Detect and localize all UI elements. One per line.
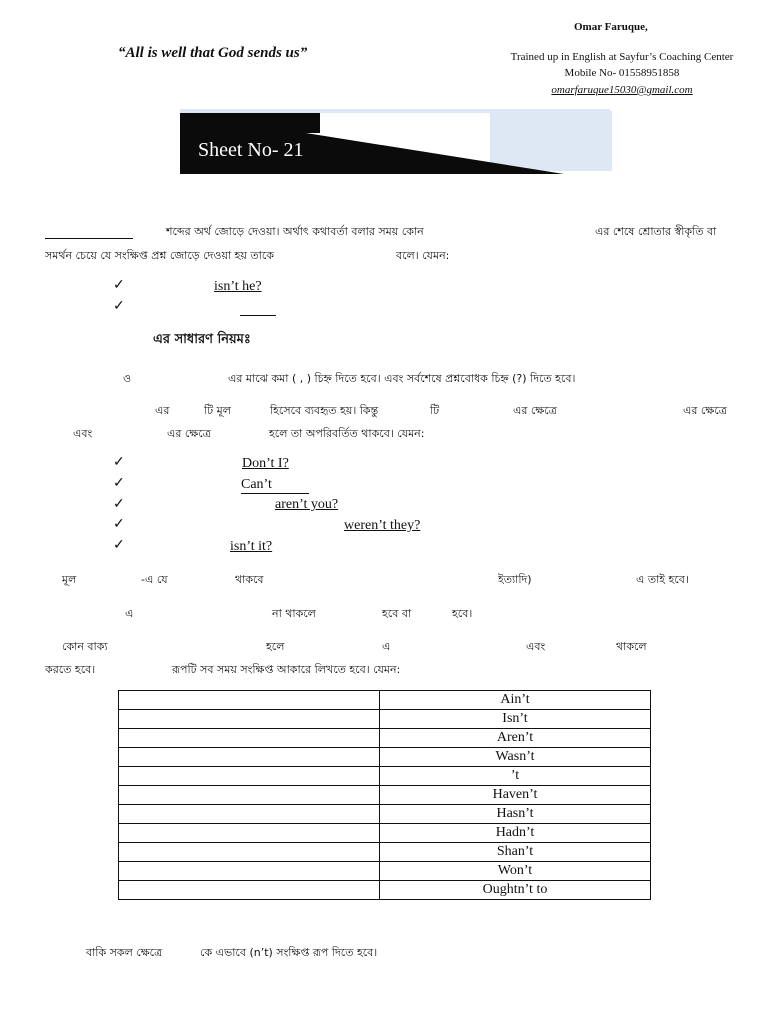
checkmark-icon: ✓ bbox=[113, 455, 125, 470]
table-row bbox=[119, 786, 651, 805]
table-row bbox=[119, 824, 651, 843]
example-tag: weren’t they? bbox=[344, 518, 421, 533]
table-cell: Wasn’t bbox=[380, 748, 651, 767]
table-cell: ’t bbox=[380, 767, 651, 786]
checkmark-icon: ✓ bbox=[113, 538, 125, 553]
intro-text: বলে। যেমন: bbox=[396, 249, 450, 262]
rule-text: ইত্যাদি) bbox=[498, 573, 532, 586]
checkmark-icon: ✓ bbox=[113, 497, 125, 512]
table-row bbox=[119, 805, 651, 824]
rule-text: এবং bbox=[526, 640, 546, 653]
checkmark-icon: ✓ bbox=[113, 517, 125, 532]
intro-text: শব্দের অর্থ জোড়ে দেওয়া। অর্থাৎ কথাবর্তা বলার সময় কোন bbox=[166, 225, 424, 238]
table-cell bbox=[119, 691, 380, 710]
rule-text: এর bbox=[155, 404, 170, 417]
rule-text: -এ যে bbox=[141, 573, 168, 586]
example-tag: isn’t he? bbox=[214, 279, 262, 294]
sheet-title: Sheet No- 21 bbox=[198, 139, 304, 161]
table-cell bbox=[119, 824, 380, 843]
rule-text: টি bbox=[430, 404, 440, 417]
example-tag: Don’t I? bbox=[242, 456, 289, 471]
rule-text: টি মূল bbox=[204, 404, 231, 417]
rule-text: এর ক্ষেত্রে bbox=[683, 404, 727, 417]
rule-text: রূপটি সব সময় সংক্ষিপ্ত আকারে লিখতে হবে। যেমন: bbox=[172, 663, 401, 676]
table-cell bbox=[119, 862, 380, 881]
table-cell bbox=[119, 843, 380, 862]
rule-text: না থাকলে bbox=[272, 607, 316, 620]
table-cell: Aren’t bbox=[380, 729, 651, 748]
intro-text: এর শেষে শ্রোতার স্বীকৃতি বা bbox=[595, 225, 717, 238]
table-cell: Hadn’t bbox=[380, 824, 651, 843]
table-cell: Ain’t bbox=[380, 691, 651, 710]
table-cell: Shan’t bbox=[380, 843, 651, 862]
table-cell bbox=[119, 786, 380, 805]
table-cell bbox=[119, 805, 380, 824]
table-cell: Won’t bbox=[380, 862, 651, 881]
intro-text: সমর্থন চেয়ে যে সংক্ষিপ্ত প্রশ্ন জোড়ে দেওয়া হয় তাকে bbox=[45, 249, 274, 262]
rule-text: মূল bbox=[62, 573, 77, 586]
example-tag: isn’t it? bbox=[230, 539, 273, 554]
author-mobile: Mobile No- 01558951858 bbox=[564, 67, 680, 79]
author-email bbox=[502, 84, 742, 96]
table-cell bbox=[119, 767, 380, 786]
footer-text: বাকি সকল ক্ষেত্রে bbox=[86, 946, 163, 959]
table-cell: Isn’t bbox=[380, 710, 651, 729]
rules-heading: এর সাধারণ নিয়মঃ bbox=[153, 332, 251, 347]
table-row bbox=[119, 767, 651, 786]
rule-text: এর ক্ষেত্রে bbox=[167, 427, 211, 440]
table-row bbox=[119, 843, 651, 862]
rule-text: হলে তা অপরিবর্তিত থাকবে। যেমন: bbox=[269, 427, 425, 440]
rule-text: থাকলে bbox=[616, 640, 647, 653]
rule-text: হবে। bbox=[452, 607, 473, 620]
rule-text: এবং bbox=[73, 427, 93, 440]
checkmark-icon: ✓ bbox=[113, 299, 125, 314]
rule-text: এর ক্ষেত্রে bbox=[513, 404, 557, 417]
rule-text: এ bbox=[382, 640, 391, 653]
example-tag: aren’t you? bbox=[275, 497, 339, 512]
table-row bbox=[119, 748, 651, 767]
rule-text: থাকবে bbox=[235, 573, 264, 586]
example-tag: Can’t bbox=[241, 477, 309, 494]
rule-text: এর মাঝে কমা ( , ) চিহ্ন দিতে হবে। এবং সর্বশেষে প্রশ্নবোধক চিহ্ন (?) দিতে হবে। bbox=[228, 372, 576, 385]
blank-line bbox=[45, 238, 133, 239]
quote: “All is well that God sends us” bbox=[118, 45, 308, 61]
rule-text: কোন বাক্য bbox=[62, 640, 108, 653]
table-row bbox=[119, 691, 651, 710]
table-cell: Hasn’t bbox=[380, 805, 651, 824]
checkmark-icon: ✓ bbox=[113, 278, 125, 293]
checkmark-icon: ✓ bbox=[113, 476, 125, 491]
table-cell bbox=[119, 881, 380, 900]
table-row bbox=[119, 862, 651, 881]
table-row bbox=[119, 710, 651, 729]
rule-text: ও bbox=[123, 372, 132, 385]
author-training: Trained up in English at Sayfur’s Coaching Center bbox=[510, 51, 734, 63]
table-cell bbox=[119, 710, 380, 729]
rule-text: হিসেবে ব্যবহৃত হয়। কিন্তু bbox=[270, 404, 379, 417]
table-cell bbox=[119, 748, 380, 767]
table-cell: Oughtn’t to bbox=[380, 881, 651, 900]
rule-text: এ তাই হবে। bbox=[636, 573, 689, 586]
rule-text: হবে বা bbox=[382, 607, 412, 620]
table-row bbox=[119, 729, 651, 748]
table-row bbox=[119, 881, 651, 900]
table-cell: Haven’t bbox=[380, 786, 651, 805]
rule-text: এ bbox=[125, 607, 134, 620]
rule-text: হলে bbox=[266, 640, 285, 653]
email-link[interactable]: omarfaruque15030@gmail.com bbox=[551, 84, 693, 96]
contraction-table bbox=[118, 690, 651, 900]
author-name: Omar Faruque, bbox=[574, 21, 648, 33]
rule-text: করতে হবে। bbox=[45, 663, 96, 676]
blank-line bbox=[240, 315, 276, 316]
table-cell bbox=[119, 729, 380, 748]
footer-text: কে এভাবে (n’t) সংক্ষিপ্ত রূপ দিতে হবে। bbox=[200, 946, 378, 959]
